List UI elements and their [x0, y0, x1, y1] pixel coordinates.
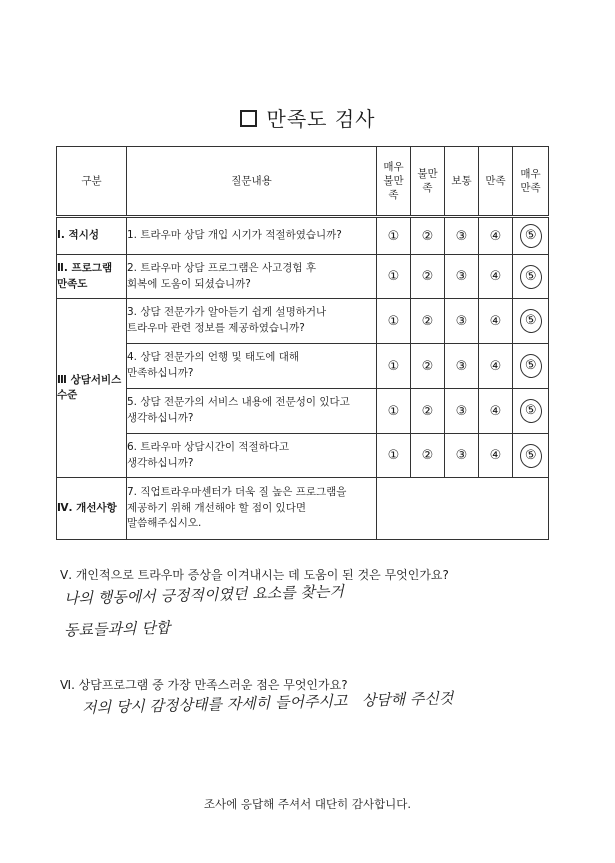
checkbox-square-icon [240, 110, 257, 127]
q6-option-2[interactable]: ② [411, 434, 445, 478]
table-header-row [57, 147, 549, 217]
q3-option-2[interactable]: ② [411, 299, 445, 344]
header-very-dissatisfied: 매우 불만 족 [377, 147, 411, 217]
satisfaction-table [56, 146, 549, 540]
q4-option-5-selected[interactable]: ⑤ [513, 344, 549, 389]
section-5-question: Ⅴ. 개인적으로 트라우마 증상을 이겨내시는 데 도움이 된 것은 무엇인가요? [60, 568, 449, 582]
q3-option-4[interactable]: ④ [479, 299, 513, 344]
table-row [57, 217, 549, 255]
q3-option-3[interactable]: ③ [445, 299, 479, 344]
q5-option-5-selected[interactable]: ⑤ [513, 389, 549, 434]
improvement-answer-field[interactable] [377, 478, 549, 540]
section-5-answer-line-1[interactable]: 나의 행동에서 긍정적이였던 요소를 찾는거 [63, 582, 345, 608]
header-question: 질문내용 [127, 147, 377, 217]
header-satisfied: 만족 [479, 147, 513, 217]
header-category: 구분 [57, 147, 127, 217]
category-program-satisfaction: Ⅱ. 프로그램 만족도 [57, 255, 127, 299]
table-row [57, 478, 549, 540]
q2-option-2[interactable]: ② [411, 255, 445, 299]
question-6: 6. 트라우마 상담시간이 적절하다고 생각하십니까? [127, 434, 377, 478]
header-very-satisfied: 매우 만족 [513, 147, 549, 217]
q1-option-3[interactable]: ③ [445, 217, 479, 255]
q2-option-5-selected[interactable]: ⑤ [513, 255, 549, 299]
survey-title [0, 103, 615, 132]
q6-option-4[interactable]: ④ [479, 434, 513, 478]
q6-option-3[interactable]: ③ [445, 434, 479, 478]
category-timeliness: Ⅰ. 적시성 [57, 217, 127, 255]
question-7: 7. 직업트라우마센터가 더욱 질 높은 프로그램을 제공하기 위해 개선해야 할 점이 있다면 말씀해주십시오. [127, 478, 377, 540]
q3-option-5-selected[interactable]: ⑤ [513, 299, 549, 344]
q3-option-1[interactable]: ① [377, 299, 411, 344]
thank-you-footer: 조사에 응답해 주셔서 대단히 감사합니다. [203, 797, 412, 811]
q2-option-1[interactable]: ① [377, 255, 411, 299]
q1-option-4[interactable]: ④ [479, 217, 513, 255]
q5-option-3[interactable]: ③ [445, 389, 479, 434]
q4-option-1[interactable]: ① [377, 344, 411, 389]
q6-option-1[interactable]: ① [377, 434, 411, 478]
q2-option-3[interactable]: ③ [445, 255, 479, 299]
q5-option-1[interactable]: ① [377, 389, 411, 434]
q2-option-4[interactable]: ④ [479, 255, 513, 299]
q4-option-4[interactable]: ④ [479, 344, 513, 389]
q5-option-2[interactable]: ② [411, 389, 445, 434]
question-5: 5. 상담 전문가의 서비스 내용에 전문성이 있다고 생각하십니까? [127, 389, 377, 434]
question-2: 2. 트라우마 상담 프로그램은 사고경험 후 회복에 도움이 되셨습니까? [127, 255, 377, 299]
header-dissatisfied: 불만 족 [411, 147, 445, 217]
survey-title-text: 만족도 검사 [266, 107, 376, 131]
question-1: 1. 트라우마 상담 개입 시기가 적절하였습니까? [127, 217, 377, 255]
table-row [57, 344, 549, 389]
section-5-answer-line-2[interactable]: 동료들과의 단합 [63, 618, 171, 640]
q1-option-5-selected[interactable]: ⑤ [513, 217, 549, 255]
q5-option-4[interactable]: ④ [479, 389, 513, 434]
table-row [57, 255, 549, 299]
table-row [57, 299, 549, 344]
q6-option-5-selected[interactable]: ⑤ [513, 434, 549, 478]
q4-option-3[interactable]: ③ [445, 344, 479, 389]
category-counseling-service: Ⅲ 상담서비스 수준 [57, 299, 127, 478]
q4-option-2[interactable]: ② [411, 344, 445, 389]
table-row [57, 389, 549, 434]
table-row [57, 434, 549, 478]
question-4: 4. 상담 전문가의 언행 및 태도에 대해 만족하십니까? [127, 344, 377, 389]
q1-option-2[interactable]: ② [411, 217, 445, 255]
q1-option-1[interactable]: ① [377, 217, 411, 255]
section-6-answer-line-1[interactable]: 저의 당시 감정상태를 자세히 들어주시고 상담해 주신것 [81, 689, 454, 717]
category-improvements: Ⅳ. 개선사항 [57, 478, 127, 540]
question-3: 3. 상담 전문가가 알아듣기 쉽게 설명하거나 트라우마 관련 정보를 제공하였습니까? [127, 299, 377, 344]
header-neutral: 보통 [445, 147, 479, 217]
section-6-question: Ⅵ. 상담프로그램 중 가장 만족스러운 점은 무엇인가요? [60, 678, 348, 692]
